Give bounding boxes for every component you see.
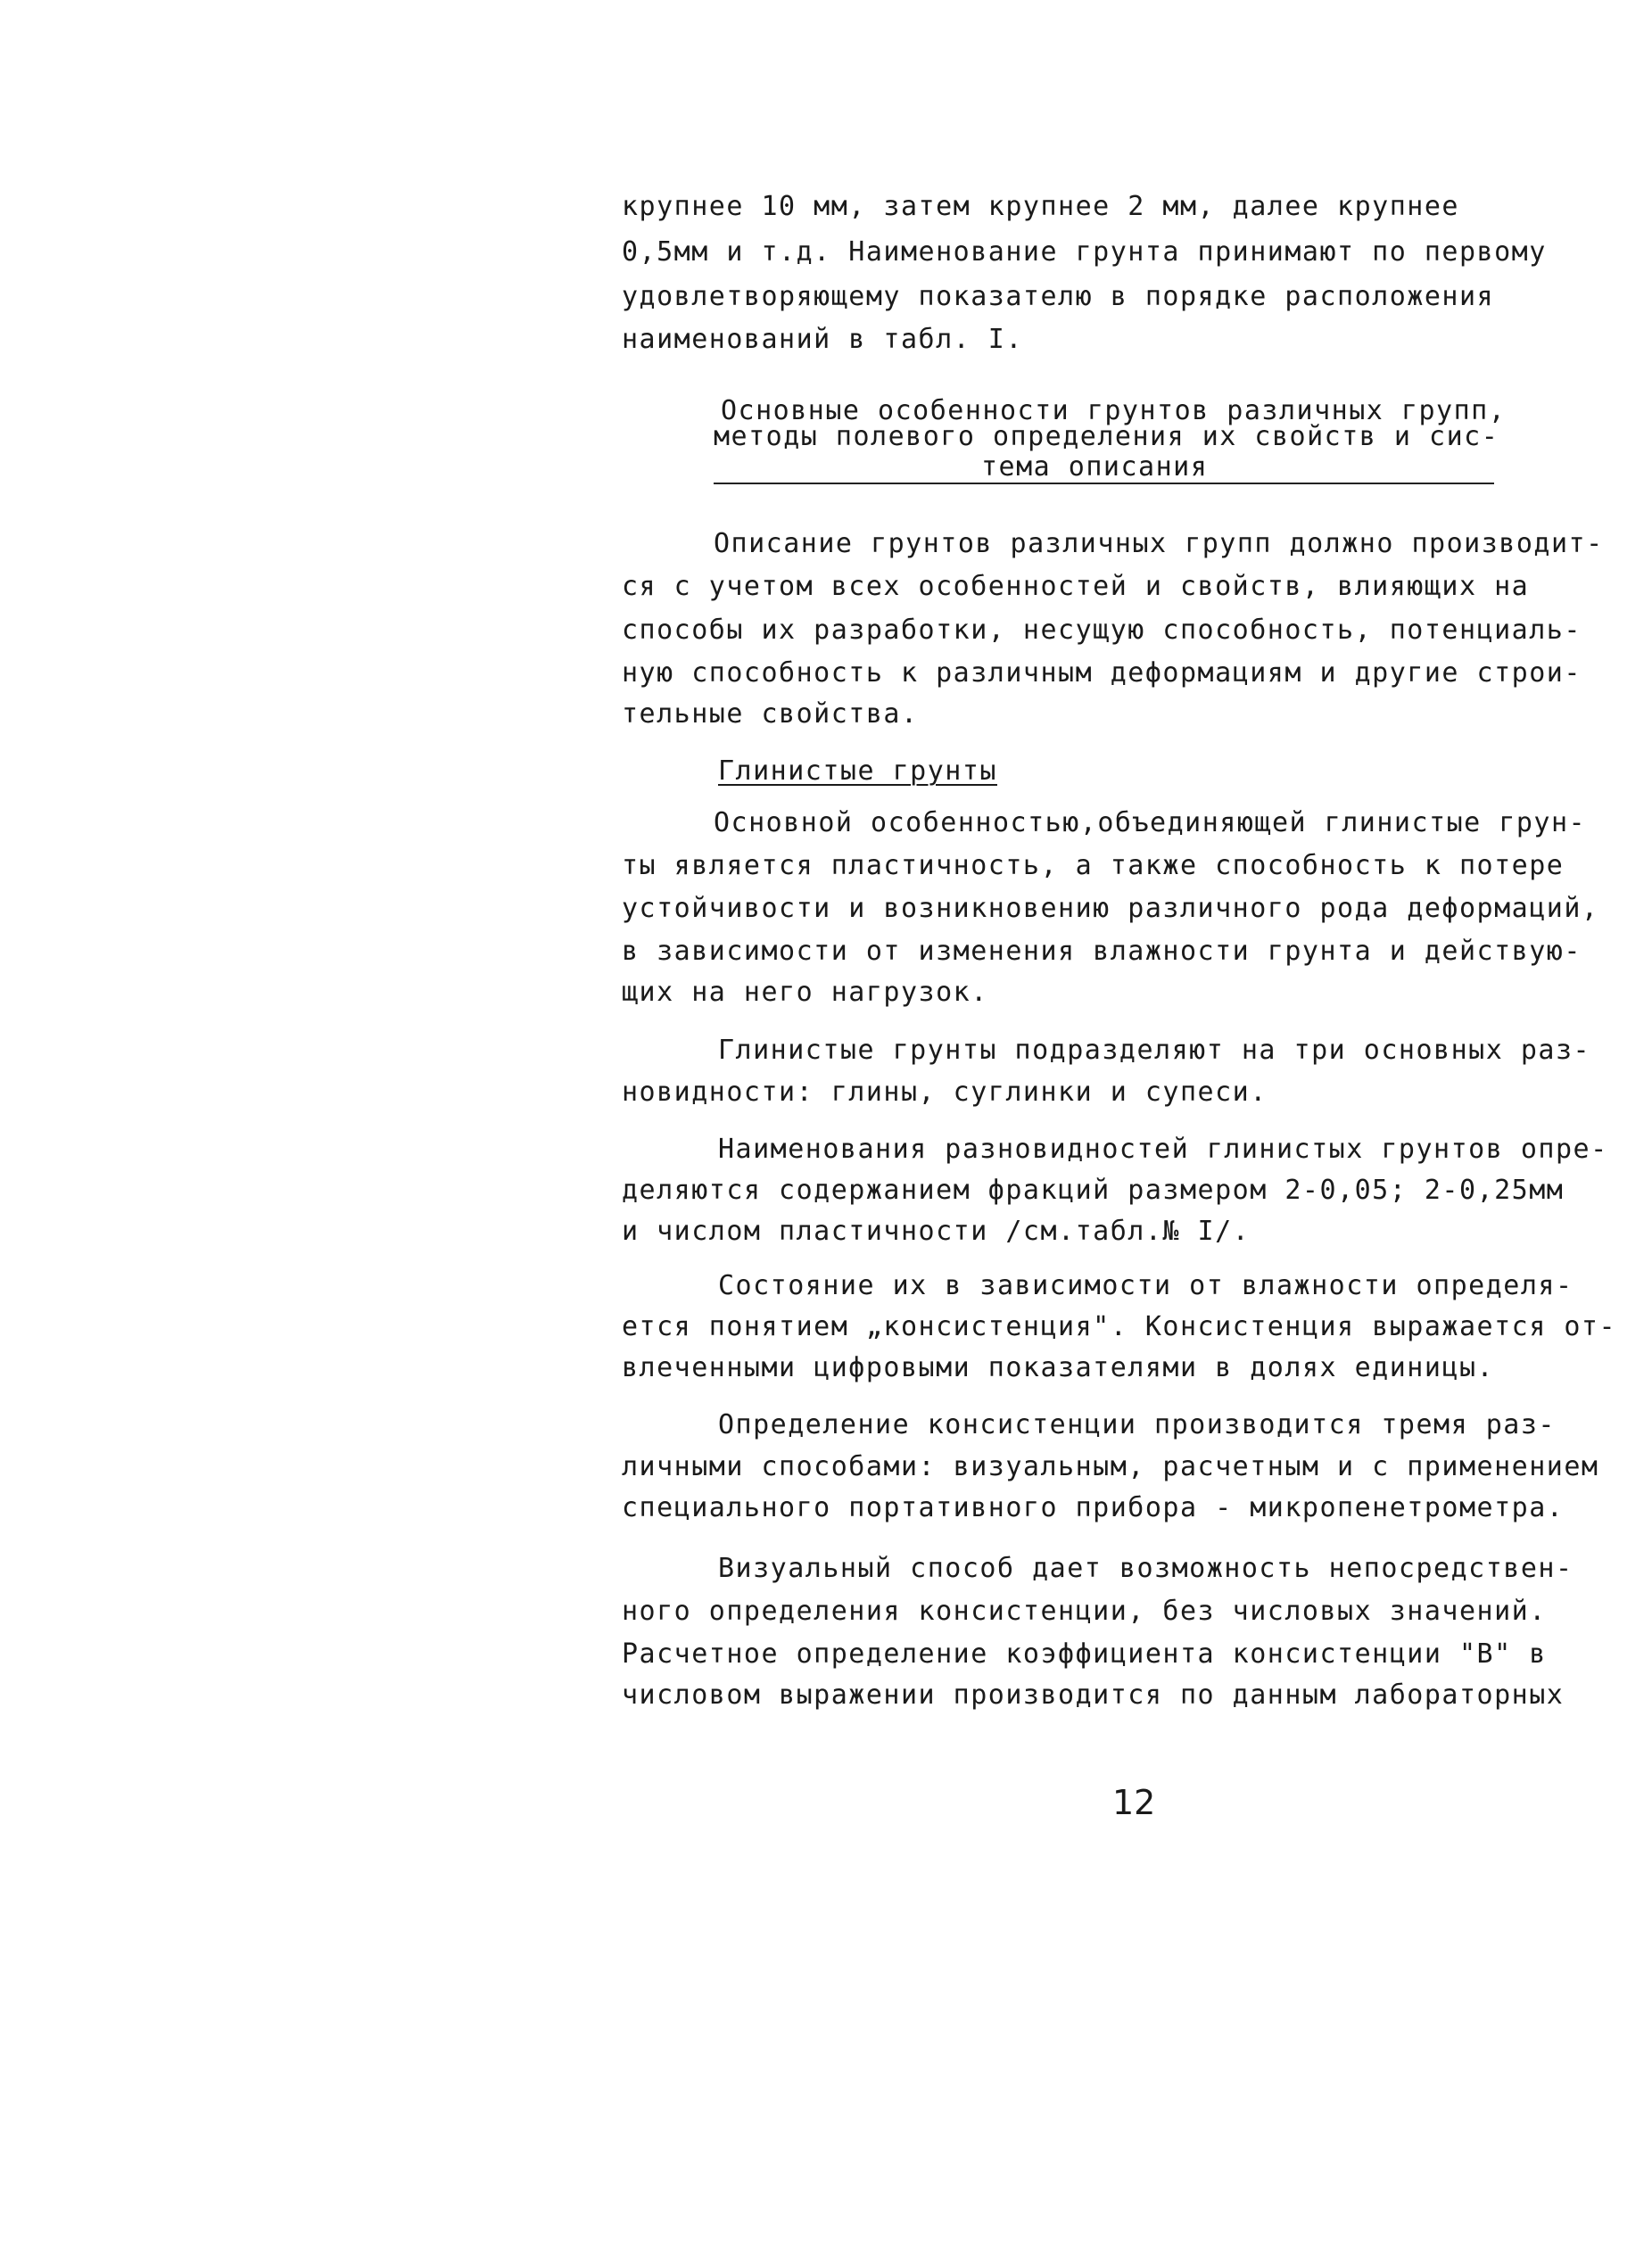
paragraph-line: деляются содержанием фракций размером 2-0,05; 2-0,25мм bbox=[622, 1175, 1565, 1206]
paragraph-line: Определение консистенции производится тремя раз- bbox=[718, 1409, 1556, 1440]
section-heading-line: тема описания bbox=[981, 451, 1209, 483]
description-line: ся с учетом всех особенностей и свойств, влияющих на bbox=[622, 571, 1530, 602]
paragraph-line: специального портативного прибора - микропенетрометра. bbox=[622, 1492, 1565, 1523]
paragraph-line: Основной особенностью,объединяющей глинистые грун- bbox=[714, 807, 1587, 838]
paragraph-line: ется понятием „консистенция". Консистенция выражается от- bbox=[622, 1311, 1617, 1342]
paragraph-line: Визуальный способ дает возможность непосредствен- bbox=[718, 1553, 1574, 1584]
paragraph-line: Наименования разновидностей глинистых грунтов опре- bbox=[718, 1134, 1608, 1165]
intro-line: крупнее 10 мм, затем крупнее 2 мм, далее крупнее bbox=[622, 191, 1459, 222]
description-line: тельные свойства. bbox=[622, 698, 919, 730]
paragraph-line: ного определения консистенции, без числовых значений. bbox=[622, 1596, 1547, 1627]
description-line: ную способность к различным деформациям и другие строи- bbox=[622, 657, 1582, 689]
paragraph-line: устойчивости и возникновению различного рода деформаций, bbox=[622, 893, 1599, 924]
paragraph-line: ты является пластичность, а также способность к потере bbox=[622, 850, 1565, 881]
section-heading-line: методы полевого определения их свойств и сис- bbox=[714, 421, 1499, 452]
paragraph-line: щих на него нагрузок. bbox=[622, 977, 988, 1008]
intro-line: удовлетворяющему показателю в порядке расположения bbox=[622, 281, 1495, 312]
section-heading-underline bbox=[714, 483, 1494, 484]
paragraph-line: влеченными цифровыми показателями в долях единицы. bbox=[622, 1352, 1495, 1383]
paragraph-line: новидности: глины, суглинки и супеси. bbox=[622, 1077, 1268, 1108]
description-line: способы их разработки, несущую способность, потенциаль- bbox=[622, 615, 1582, 646]
paragraph-line: Состояние их в зависимости от влажности определя- bbox=[718, 1270, 1574, 1301]
section-heading-line: Основные особенности грунтов различных групп, bbox=[721, 395, 1507, 426]
subheading-clay-soils: Глинистые грунты bbox=[718, 755, 997, 787]
intro-line: наименований в табл. I. bbox=[622, 324, 1023, 355]
intro-line: 0,5мм и т.д. Наименование грунта принимают по первому bbox=[622, 236, 1547, 268]
paragraph-line: личными способами: визуальным, расчетным и с применением bbox=[622, 1451, 1599, 1482]
paragraph-line: числовом выражении производится по данным лабораторных bbox=[622, 1679, 1565, 1711]
paragraph-line: в зависимости от изменения влажности грунта и действую- bbox=[622, 936, 1582, 967]
paragraph-line: и числом пластичности /см.табл.№ I/. bbox=[622, 1216, 1251, 1247]
paragraph-line: Глинистые грунты подразделяют на три основных раз- bbox=[718, 1035, 1591, 1066]
paragraph-line: Расчетное определение коэффициента консистенции "В" в bbox=[622, 1638, 1547, 1670]
page-number: 12 bbox=[1112, 1783, 1156, 1822]
description-line: Описание грунтов различных групп должно производит- bbox=[714, 528, 1604, 559]
